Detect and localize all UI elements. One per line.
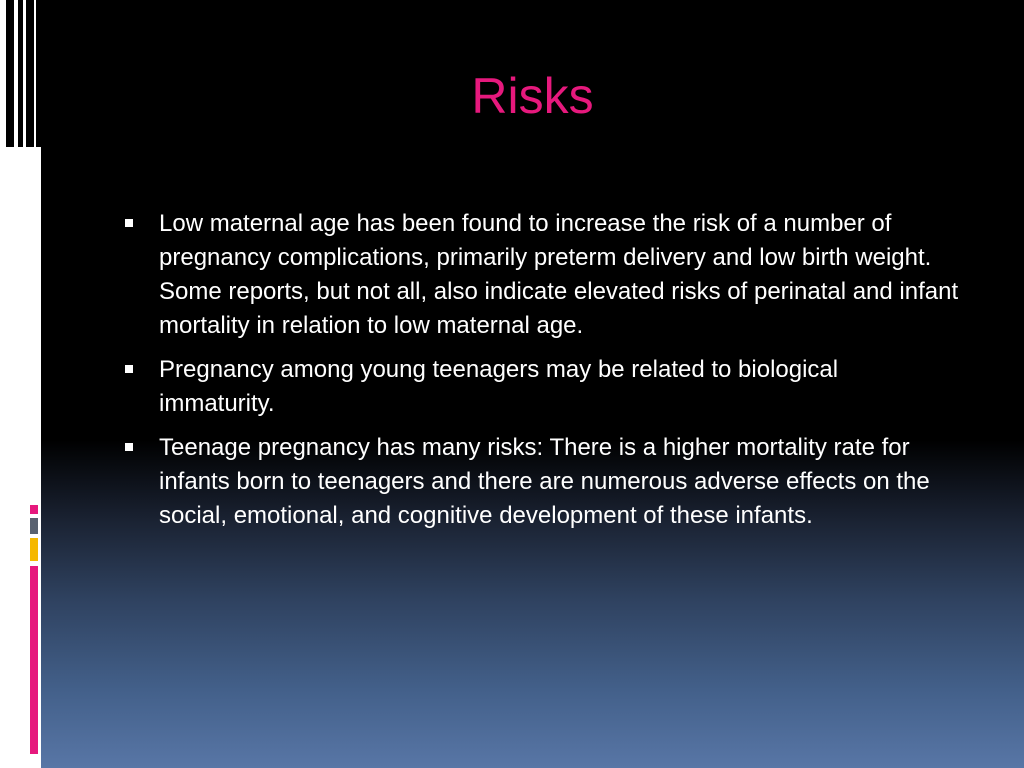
accent-block-pink-tall bbox=[30, 566, 38, 754]
slide-title: Risks bbox=[471, 68, 594, 124]
top-stripes-decoration bbox=[0, 0, 41, 160]
bullet-text: Pregnancy among young teenagers may be related to biological immaturity. bbox=[159, 356, 839, 417]
square-bullet-icon bbox=[125, 443, 133, 451]
stripe bbox=[18, 0, 23, 147]
accent-block-yellow bbox=[30, 538, 38, 561]
accent-block-pink-small bbox=[30, 505, 38, 514]
square-bullet-icon bbox=[125, 365, 133, 373]
bullet-item bbox=[120, 207, 960, 343]
bullet-text: Low maternal age has been found to increase the risk of a number of pregnancy complications, primarily preterm delivery and low birth weight. Some reports, but not all, also indicate elevated risks of perinatal and infant mortality in relation to low maternal age. bbox=[159, 210, 959, 339]
bullet-list bbox=[120, 207, 960, 543]
accent-block-gray bbox=[30, 518, 38, 534]
bullet-item bbox=[120, 431, 960, 533]
stripe bbox=[26, 0, 34, 147]
square-bullet-icon bbox=[125, 219, 133, 227]
stripe bbox=[6, 0, 14, 147]
bullet-item bbox=[120, 353, 960, 421]
bullet-text: Teenage pregnancy has many risks: There is a higher mortality rate for infants born to teenagers and there are numerous adverse effects on the social, emotional, and cognitive development of these infants. bbox=[159, 434, 930, 529]
left-decoration-strip bbox=[0, 0, 41, 768]
